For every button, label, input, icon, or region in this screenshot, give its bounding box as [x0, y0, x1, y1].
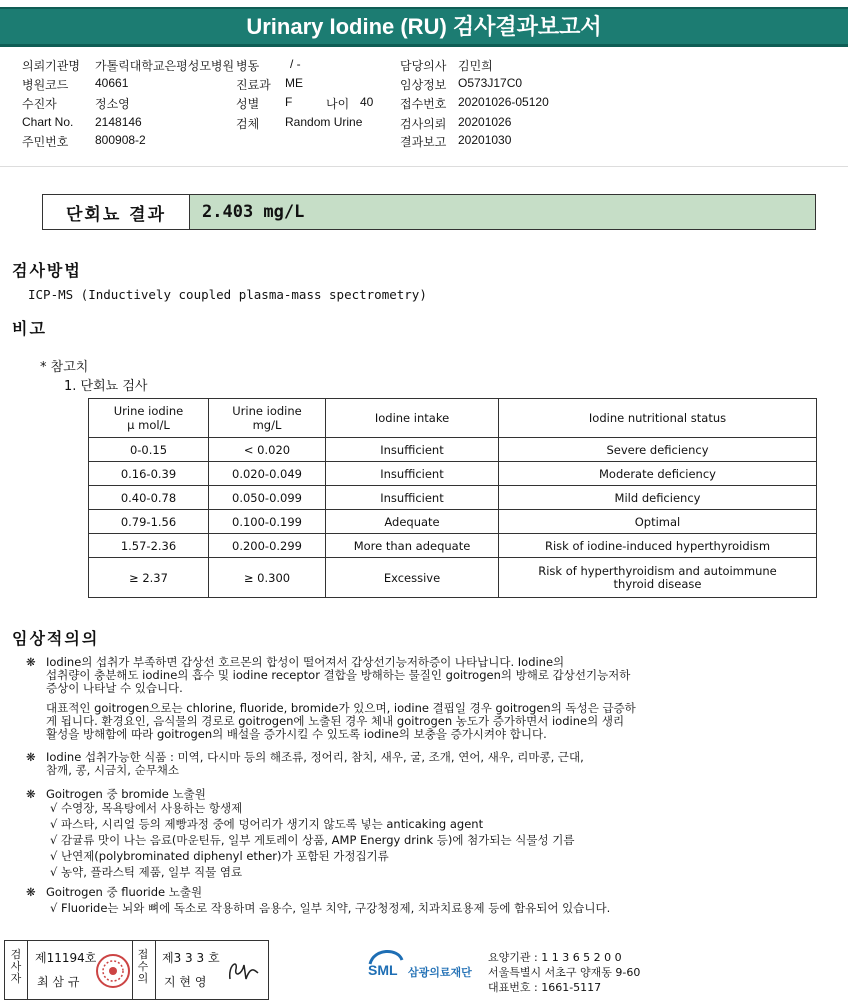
list-item: √ 농약, 플라스틱 제품, 일부 직물 염료	[50, 865, 243, 879]
age-label: 나이	[326, 97, 350, 111]
bullet-icon: ❋	[26, 885, 36, 899]
cell: Risk of iodine-induced hyperthyroidism	[499, 534, 817, 558]
list-item: √ 파스타, 시리얼 등의 제빵과정 중에 덩어리가 생기지 않도록 넣는 anticaking agent	[50, 817, 484, 831]
divider	[0, 166, 848, 167]
list-item: √ 난연제(polybrominated diphenyl ether)가 포함된 가정집기류	[50, 849, 389, 863]
footer	[4, 940, 844, 1000]
clinical-heading: 임상적의의	[12, 629, 100, 648]
hospital-value: 가톨릭대학교은평성모병원	[95, 59, 235, 73]
cell: 1.57-2.36	[89, 534, 209, 558]
header-mgl: Urine iodine mg/L	[209, 399, 326, 438]
cell: Mild deficiency	[499, 486, 817, 510]
sml-logo-text: SML	[368, 962, 398, 978]
clinical-value: O573J17C0	[458, 76, 523, 90]
receipt-label: 접수번호	[400, 97, 447, 111]
cell: 0.40-0.78	[89, 486, 209, 510]
cell: Insufficient	[326, 486, 499, 510]
cell: Insufficient	[326, 462, 499, 486]
list-item: √ 감귤류 맛이 나는 음료(마운틴듀, 일부 게토레이 상품, AMP Energy drink 등)에 첨가되는 식물성 기름	[50, 833, 575, 847]
cell: Insufficient	[326, 438, 499, 462]
text-line: 활성을 방해함에 따라 goitrogen의 배설을 증가시킬 수 있도록 iodine의 보충을 증가시켜야 합니다.	[46, 727, 547, 741]
table-row	[89, 462, 817, 486]
dept-value: ME	[285, 76, 303, 90]
bromide-title: Goitrogen 중 bromide 노출원	[46, 787, 206, 801]
text-line: 섭취량이 충분해도 iodine의 흡수 및 iodine receptor 결합을 방해하는 물질인 goitrogen의 방해로 갑상선기능저하	[46, 668, 631, 682]
report-label: 결과보고	[400, 135, 447, 149]
table-row	[89, 534, 817, 558]
cell: 0.16-0.39	[89, 462, 209, 486]
cell: ≥ 2.37	[89, 558, 209, 598]
chart-label: Chart No.	[22, 115, 74, 129]
code-label: 병원코드	[22, 78, 69, 92]
method-text: ICP-MS (Inductively coupled plasma-mass spectrometry)	[28, 287, 427, 302]
patient-label: 수진자	[22, 97, 57, 111]
clinical-label: 임상정보	[400, 78, 447, 92]
cell: 0.100-0.199	[209, 510, 326, 534]
result-box	[42, 194, 816, 230]
fluoride-title: Goitrogen 중 fluoride 노출원	[46, 885, 203, 899]
code-value: 40661	[95, 76, 129, 90]
result-value: 2.403 mg/L	[190, 195, 815, 229]
cell: Excessive	[326, 558, 499, 598]
footer-line1: 요양기관 : 1 1 3 6 5 2 0 0	[488, 951, 622, 964]
cell: 0.020-0.049	[209, 462, 326, 486]
text-line: 대표적인 goitrogen으로는 chlorine, fluoride, bromide가 있으며, iodine 결핍일 경우 goitrogen의 독성은 급증하	[46, 701, 636, 715]
examiner-name: 최 삼 규	[37, 975, 80, 989]
chart-value: 2148146	[95, 115, 142, 129]
table-header-row	[89, 399, 817, 438]
table-row	[89, 510, 817, 534]
header-intake: Iodine intake	[326, 399, 499, 438]
cell: 0-0.15	[89, 438, 209, 462]
cell: 0.79-1.56	[89, 510, 209, 534]
report-title: Urinary Iodine (RU) 검사결과보고서	[0, 7, 848, 47]
method-heading: 검사방법	[12, 261, 82, 280]
id-label: 주민번호	[22, 135, 69, 149]
text-line: Iodine의 섭취가 부족하면 갑상선 호르몬의 합성이 떨어져서 갑상선기능저하증이 나타납니다. Iodine의	[46, 655, 565, 669]
cell: Adequate	[326, 510, 499, 534]
cell: < 0.020	[209, 438, 326, 462]
footer-line3: 대표번호 : 1661-5117	[488, 981, 602, 994]
patient-value: 정소영	[95, 97, 130, 111]
receiver-name: 지 현 영	[164, 975, 207, 989]
cell: Risk of hyperthyroidism and autoimmune thyroid disease	[499, 558, 817, 598]
request-value: 20201026	[458, 115, 512, 129]
ward-label: 병동	[236, 59, 260, 73]
cell: Optimal	[499, 510, 817, 534]
signature-icon	[224, 955, 264, 985]
list-item: √ Fluoride는 뇌와 뼈에 독소로 작용하며 음용수, 일부 치약, 구강청정제, 치과치료용제 등에 함유되어 있습니다.	[50, 901, 611, 915]
text-line: Iodine 섭취가능한 식품 : 미역, 다시마 등의 해조류, 정어리, 참치, 새우, 굴, 조개, 연어, 새우, 리마콩, 근대,	[46, 750, 584, 764]
specimen-label: 검체	[236, 117, 260, 131]
examiner-no: 제11194호	[35, 951, 97, 965]
receiver-no: 제3 3 3 호	[162, 951, 220, 965]
cell: Moderate deficiency	[499, 462, 817, 486]
receiver-label: 접수의	[137, 948, 149, 985]
age-value: 40	[360, 95, 374, 109]
cell: 0.200-0.299	[209, 534, 326, 558]
dept-label: 진료과	[236, 78, 271, 92]
ward-value: / -	[290, 57, 301, 71]
doctor-value: 김민희	[458, 59, 493, 73]
request-label: 검사의뢰	[400, 117, 447, 131]
bullet-icon: ❋	[26, 655, 36, 669]
bullet-icon: ❋	[26, 750, 36, 764]
table-row	[89, 438, 817, 462]
hospital-label: 의뢰기관명	[22, 59, 80, 73]
receiver-stamp	[132, 940, 269, 1000]
seal-icon	[95, 953, 131, 989]
sex-value: F	[285, 95, 293, 109]
table-row	[89, 558, 817, 598]
table-row	[89, 486, 817, 510]
sex-label: 성별	[236, 97, 260, 111]
ref-title: * 참고치	[40, 360, 89, 375]
footer-line2: 서울특별시 서초구 양재동 9-60	[488, 966, 641, 979]
specimen-value: Random Urine	[285, 115, 363, 129]
org-name: 삼광의료재단	[408, 966, 472, 979]
doctor-label: 담당의사	[400, 59, 447, 73]
cell: More than adequate	[326, 534, 499, 558]
ref-subtitle: 1. 단회뇨 검사	[64, 379, 148, 394]
cell: 0.050-0.099	[209, 486, 326, 510]
text-line: 참깨, 콩, 시금치, 순무채소	[46, 763, 180, 777]
list-item: √ 수영장, 목욕탕에서 사용하는 항생제	[50, 801, 243, 815]
bullet-icon: ❋	[26, 787, 36, 801]
cell: ≥ 0.300	[209, 558, 326, 598]
header-umol: Urine iodine μ mol/L	[89, 399, 209, 438]
cell: Severe deficiency	[499, 438, 817, 462]
result-label: 단회뇨 결과	[43, 195, 190, 229]
receipt-value: 20201026-05120	[458, 95, 549, 109]
header-status: Iodine nutritional status	[499, 399, 817, 438]
reference-table	[88, 398, 817, 598]
id-value: 800908-2	[95, 133, 146, 147]
text-line: 증상이 나타날 수 있습니다.	[46, 681, 183, 695]
report-value: 20201030	[458, 133, 512, 147]
examiner-label: 검사자	[10, 948, 22, 985]
remarks-heading: 비고	[12, 319, 47, 338]
text-line: 게 됩니다. 환경요인, 음식물의 경로로 goitrogen에 노출된 경우 체내 goitrogen 농도가 증가하면서 iodine의 생리	[46, 714, 625, 728]
